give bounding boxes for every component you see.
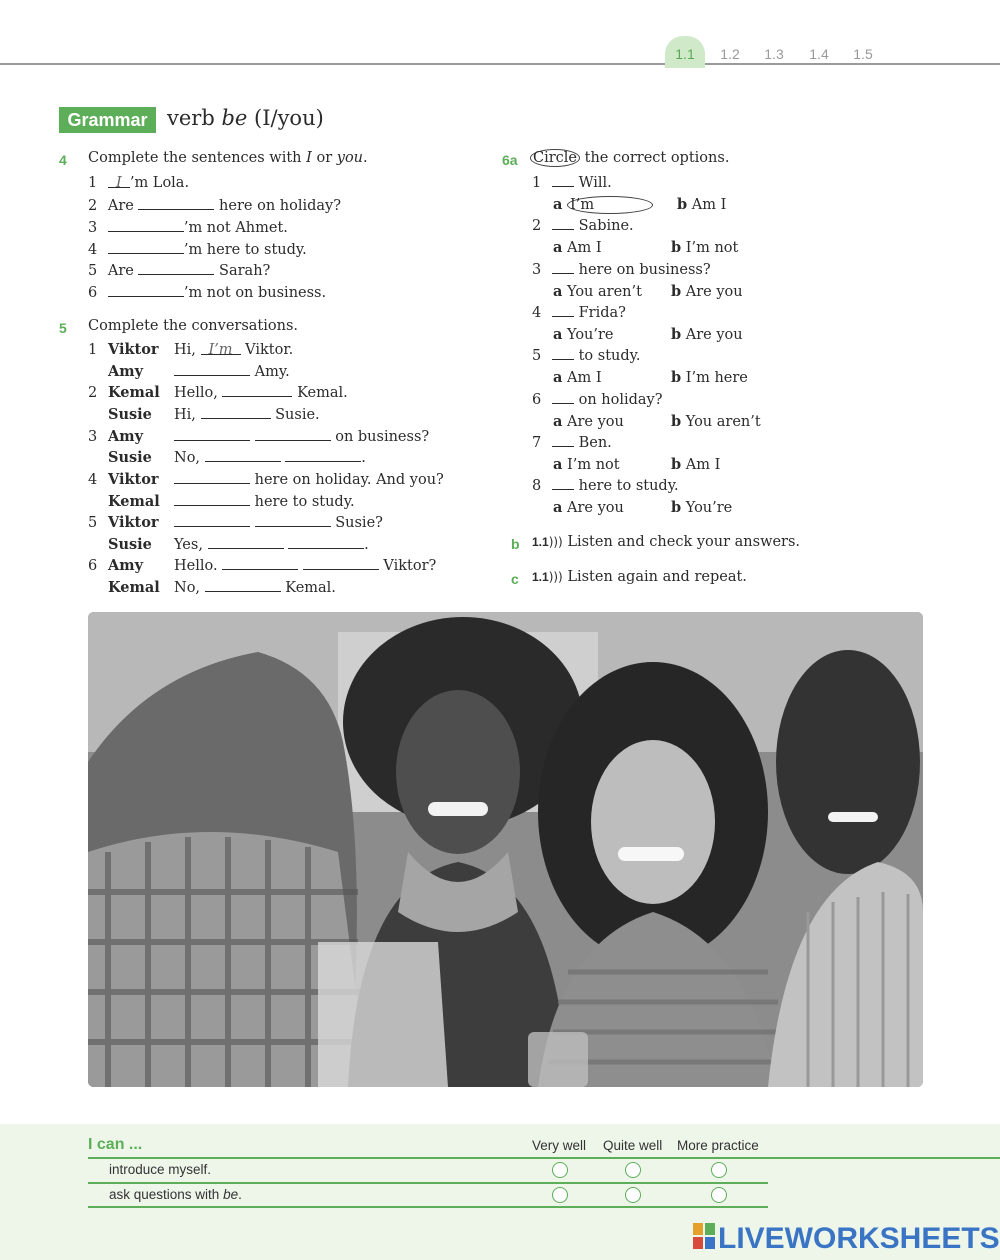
row-number: 4 (88, 472, 98, 488)
option-a-letter: a (553, 326, 563, 343)
question-stem: Sabine. (578, 218, 634, 234)
ex6-question (532, 477, 679, 494)
line-post: Susie? (335, 515, 383, 531)
ican-header-rule (88, 1157, 1000, 1159)
question-number: 1 (532, 175, 542, 191)
option-b[interactable]: Are you (685, 284, 743, 300)
ex6-options (553, 326, 743, 343)
answer-blank[interactable] (174, 514, 250, 527)
row-number: 6 (88, 558, 98, 574)
item-pre: Are (107, 198, 134, 214)
option-b-letter: b (671, 369, 682, 386)
question-stem: here to study. (578, 478, 679, 494)
audio-icon[interactable]: ))) (548, 535, 563, 549)
option-b[interactable]: Are you (685, 327, 743, 343)
option-a[interactable]: Are you (567, 500, 624, 516)
answer-blank[interactable] (208, 536, 284, 549)
option-a[interactable]: I’m (567, 196, 653, 214)
item-post: ’m not Ahmet. (183, 220, 288, 236)
col-more-practice: More practice (677, 1138, 759, 1153)
question-number: 2 (532, 218, 542, 234)
option-a[interactable]: Am I (567, 240, 602, 256)
answer-blank[interactable] (108, 284, 184, 297)
line-post: . (364, 537, 369, 553)
option-b-letter: b (671, 326, 682, 343)
question-stem: Will. (578, 175, 612, 191)
exercise-6a-instruction (530, 150, 729, 166)
tab-1-4[interactable]: 1.4 (809, 46, 829, 62)
item-post: Sarah? (219, 263, 271, 279)
ex6-question (532, 261, 711, 278)
ex4-item-1 (88, 175, 189, 191)
audio-track[interactable]: 1.1 (532, 570, 549, 584)
answer-blank[interactable] (138, 197, 214, 210)
radio-row2-quite-well[interactable] (625, 1187, 641, 1203)
speaker: Susie (108, 536, 152, 553)
option-b[interactable]: Am I (691, 197, 727, 213)
question-stem: on holiday? (578, 392, 663, 408)
ex6-options (553, 196, 726, 214)
question-number: 7 (532, 435, 542, 451)
ican-row-rule (88, 1206, 768, 1208)
instr-pre: Complete the sentences with (88, 150, 307, 166)
answer-blank[interactable] (285, 449, 361, 462)
row-number: 2 (88, 385, 98, 401)
line-pre: No, (174, 450, 201, 466)
conversation-row (88, 471, 444, 488)
instr-i: I (306, 150, 312, 166)
conversation-row (88, 449, 366, 466)
exercise-4-number: 4 (59, 152, 67, 168)
item-number: 6 (88, 285, 98, 301)
option-a-letter: a (553, 196, 563, 213)
question-number: 5 (532, 348, 542, 364)
line-pre: Yes, (174, 537, 203, 553)
option-a[interactable]: You’re (567, 327, 614, 343)
ican-row-1-label: introduce myself. (109, 1162, 212, 1177)
option-a[interactable]: Are you (567, 414, 624, 430)
ex6-options (553, 413, 761, 430)
answer-blank[interactable] (174, 493, 250, 506)
ex6-options (553, 456, 720, 473)
option-b-letter: b (671, 456, 682, 473)
ican-row-rule (88, 1182, 768, 1184)
title-post: (I/you) (247, 106, 324, 130)
option-b[interactable]: You’re (685, 500, 733, 516)
option-a-letter: a (553, 499, 563, 516)
ex6-options (553, 369, 748, 386)
conversation-row (88, 493, 355, 510)
answer-blank[interactable] (552, 434, 574, 447)
question-number: 6 (532, 392, 542, 408)
line-post: Viktor? (383, 558, 437, 574)
line-post: Susie. (275, 407, 320, 423)
exercise-5-instruction: Complete the conversations. (88, 318, 299, 334)
instr-rest: the correct options. (580, 150, 730, 166)
speaker: Susie (108, 449, 152, 466)
answer-blank[interactable] (552, 217, 574, 230)
speaker: Amy (108, 363, 144, 380)
option-b-letter: b (671, 499, 682, 516)
label-post: . (238, 1187, 242, 1202)
radio-row1-very-well[interactable] (552, 1162, 568, 1178)
option-a-letter: a (553, 283, 563, 300)
option-a-letter: a (553, 239, 563, 256)
exercise-6c (532, 569, 747, 585)
speaker: Viktor (108, 471, 159, 488)
radio-row1-quite-well[interactable] (625, 1162, 641, 1178)
answer-blank[interactable] (552, 304, 574, 317)
question-stem: Frida? (578, 305, 626, 321)
speaker: Amy (108, 428, 144, 445)
liveworksheets-logo[interactable]: LIVEWORKSHEETS (718, 1222, 1000, 1255)
speaker: Viktor (108, 514, 159, 531)
answer-blank[interactable] (108, 241, 184, 254)
answer-blank[interactable] (288, 536, 364, 549)
speaker: Amy (108, 557, 144, 574)
question-stem: to study. (578, 348, 641, 364)
answer-blank[interactable] (552, 174, 574, 187)
photo-illustration (88, 612, 923, 1087)
item-number: 2 (88, 198, 98, 214)
ex6-question (532, 217, 634, 234)
answer-blank[interactable]: I’m (201, 342, 241, 355)
tab-1-3[interactable]: 1.3 (764, 46, 784, 62)
question-number: 3 (532, 262, 542, 278)
ex6-question (532, 391, 663, 408)
item-post: ’m not on business. (183, 285, 327, 301)
item-number: 4 (88, 242, 98, 258)
option-a-letter: a (553, 456, 563, 473)
answer-blank[interactable] (222, 557, 298, 570)
option-b-letter: b (671, 283, 682, 300)
conversation-row (88, 579, 336, 596)
grammar-badge: Grammar (59, 107, 156, 133)
option-b-letter: b (671, 413, 682, 430)
option-a[interactable]: I’m not (567, 457, 620, 473)
answer-blank[interactable] (174, 471, 250, 484)
radio-row2-very-well[interactable] (552, 1187, 568, 1203)
line-post: . (361, 450, 366, 466)
instr-mid: or (311, 150, 337, 166)
conversation-row (88, 384, 348, 401)
row-number: 5 (88, 515, 98, 531)
instr-end: . (363, 150, 368, 166)
ex4-item-6 (88, 284, 326, 301)
line-post: here to study. (254, 494, 355, 510)
option-b-letter: b (671, 239, 682, 256)
item-number: 5 (88, 263, 98, 279)
ex6-question (532, 347, 641, 364)
item-pre: Are (107, 263, 134, 279)
tab-1-1[interactable]: 1.1 (665, 36, 705, 68)
people-photo (88, 612, 923, 1087)
option-b[interactable]: I’m here (685, 370, 748, 386)
option-b-letter: b (677, 196, 688, 213)
exercise-5-number: 5 (59, 320, 67, 336)
exercise-6c-letter: c (511, 571, 519, 587)
speaker: Susie (108, 406, 152, 423)
line-post: Amy. (254, 364, 290, 380)
question-number: 4 (532, 305, 542, 321)
line-post: Viktor. (245, 342, 294, 358)
audio-icon[interactable]: ))) (548, 570, 563, 584)
circle-word: Circle (530, 149, 580, 167)
ex4-item-4 (88, 241, 307, 258)
conversation-row (88, 428, 429, 445)
conversation-row (88, 363, 290, 380)
answer-blank[interactable] (552, 261, 574, 274)
label-pre: ask questions with (109, 1187, 224, 1202)
line-pre: Hi, (174, 342, 196, 358)
ex6-question (532, 174, 612, 191)
speaker: Kemal (108, 493, 160, 510)
conversation-row (88, 406, 320, 423)
line-pre: Hi, (174, 407, 196, 423)
item-post: ’m here to study. (183, 242, 307, 258)
conversation-row (88, 536, 369, 553)
audio-track[interactable]: 1.1 (532, 535, 549, 549)
answer-blank[interactable] (205, 449, 281, 462)
label-em: be (223, 1187, 239, 1202)
col-very-well: Very well (532, 1138, 587, 1153)
line-pre: No, (174, 580, 201, 596)
exercise-4-instruction (88, 150, 368, 166)
answer-blank[interactable] (174, 428, 250, 441)
exercise-6b-letter: b (511, 536, 520, 552)
row-number: 1 (88, 342, 98, 358)
option-a[interactable]: Am I (567, 370, 602, 386)
option-b[interactable]: You aren’t (685, 414, 761, 430)
ican-row-2-label (109, 1187, 242, 1202)
line-pre: Hello, (174, 385, 218, 401)
line-post: here on holiday. And you? (254, 472, 444, 488)
item-post: here on holiday? (219, 198, 342, 214)
answer-blank[interactable] (552, 347, 574, 360)
answer-blank[interactable] (174, 363, 250, 376)
answer-blank[interactable] (255, 514, 331, 527)
title-pre: verb (167, 106, 222, 130)
speaker: Viktor (108, 341, 159, 358)
answer-blank[interactable] (138, 262, 214, 275)
option-b[interactable]: I’m not (685, 240, 739, 256)
radio-row1-more-practice[interactable] (711, 1162, 727, 1178)
speaker: Kemal (108, 579, 160, 596)
answer-blank[interactable] (552, 391, 574, 404)
item-number: 3 (88, 220, 98, 236)
ex6-options (553, 283, 743, 300)
line-post: Kemal. (297, 385, 348, 401)
option-a[interactable]: You aren’t (567, 284, 642, 300)
section-title (167, 106, 324, 130)
answer-blank[interactable]: I (108, 175, 130, 188)
answer-blank[interactable] (552, 477, 574, 490)
line-pre: Hello. (174, 558, 218, 574)
ex4-item-2 (88, 197, 341, 214)
answer-blank[interactable] (222, 384, 292, 397)
exercise-6a-number: 6a (502, 152, 518, 168)
exercise-6b (532, 534, 800, 550)
exercise-6c-text: Listen again and repeat. (567, 569, 747, 585)
conversation-row (88, 514, 383, 531)
ex6-options (553, 499, 732, 516)
ex6-question (532, 304, 626, 321)
row-number: 3 (88, 429, 98, 445)
ex4-item-5 (88, 262, 270, 279)
tab-1-5[interactable]: 1.5 (853, 46, 873, 62)
option-b[interactable]: Am I (685, 457, 721, 473)
ex6-options (553, 239, 738, 256)
answer-blank[interactable] (255, 428, 331, 441)
liveworksheets-logo-icon (693, 1223, 715, 1249)
line-post: Kemal. (285, 580, 336, 596)
item-text: ’m Lola. (129, 175, 190, 191)
answer-blank[interactable] (205, 579, 281, 592)
line-post: on business? (335, 429, 430, 445)
ican-title: I can ... (88, 1136, 143, 1153)
ex4-item-3 (88, 219, 288, 236)
question-stem: here on business? (578, 262, 711, 278)
title-emphasis: be (221, 106, 248, 130)
tab-1-2[interactable]: 1.2 (720, 46, 740, 62)
exercise-6b-text: Listen and check your answers. (567, 534, 801, 550)
speaker: Kemal (108, 384, 160, 401)
option-a-letter: a (553, 369, 563, 386)
question-stem: Ben. (578, 435, 612, 451)
conversation-row (88, 557, 436, 574)
radio-row2-more-practice[interactable] (711, 1187, 727, 1203)
item-number: 1 (88, 175, 98, 191)
answer-blank[interactable] (108, 219, 184, 232)
col-quite-well: Quite well (603, 1138, 663, 1153)
instr-you: you (336, 150, 364, 166)
answer-blank[interactable] (303, 557, 379, 570)
conversation-row (88, 341, 293, 358)
answer-blank[interactable] (201, 406, 271, 419)
option-a-letter: a (553, 413, 563, 430)
ex6-question (532, 434, 612, 451)
question-number: 8 (532, 478, 542, 494)
